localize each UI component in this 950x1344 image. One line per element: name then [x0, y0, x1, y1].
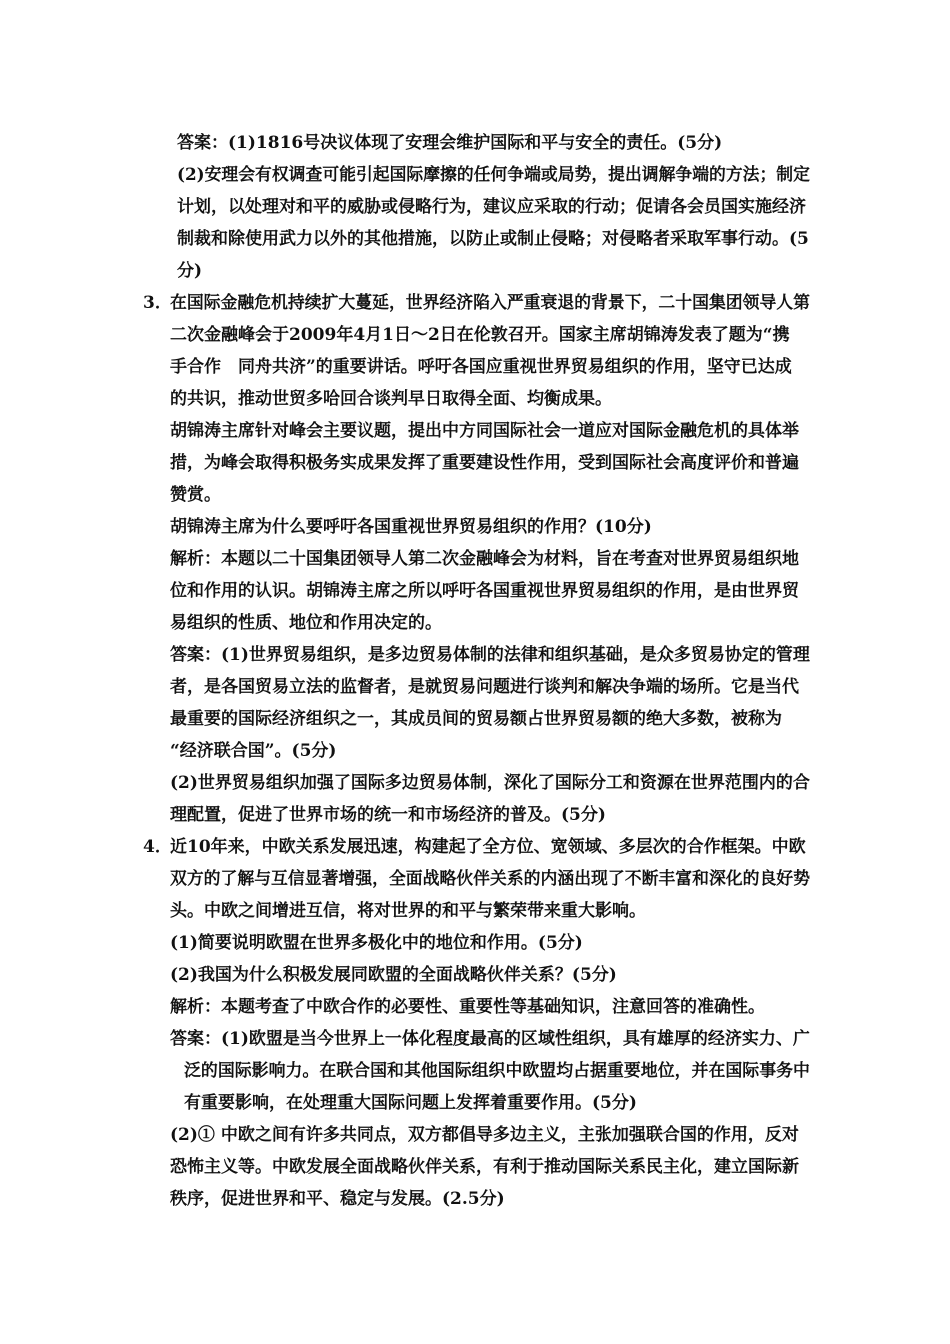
question-number: 4．	[143, 837, 172, 857]
text-line: 解析：本题考查了中欧合作的必要性、重要性等基础知识，注意回答的准确性。	[170, 997, 765, 1017]
text-line: 双方的了解与互信显著增强，全面战略伙伴关系的内涵出现了不断丰富和深化的良好势	[170, 869, 810, 889]
text-line: 易组织的性质、地位和作用决定的。	[170, 613, 442, 633]
text-line: 近10年来，中欧关系发展迅速，构建起了全方位、宽领域、多层次的合作框架。中欧	[170, 837, 806, 857]
text-line: (2)我国为什么积极发展同欧盟的全面战略伙伴关系？(5分)	[170, 965, 617, 985]
text-line: 制裁和除使用武力以外的其他措施，以防止或制止侵略；对侵略者采取军事行动。(5	[177, 229, 809, 249]
text-line: 在国际金融危机持续扩大蔓延，世界经济陷入严重衰退的背景下，二十国集团领导人第	[170, 293, 810, 313]
text-line: 二次金融峰会于2009年4月1日～2日在伦敦召开。国家主席胡锦涛发表了题为“携	[170, 325, 790, 345]
text-line: (2)① 中欧之间有许多共同点，双方都倡导多边主义，主张加强联合国的作用，反对	[170, 1125, 799, 1145]
text-line: 最重要的国际经济组织之一，其成员间的贸易额占世界贸易额的绝大多数，被称为	[170, 709, 782, 729]
text-line: 胡锦涛主席针对峰会主要议题，提出中方同国际社会一道应对国际金融危机的具体举	[170, 421, 799, 441]
text-line: 赞赏。	[170, 485, 221, 505]
text-line: “经济联合国”。(5分)	[170, 741, 337, 761]
text-line: 有重要影响，在处理重大国际问题上发挥着重要作用。(5分)	[184, 1093, 637, 1113]
text-line: 胡锦涛主席为什么要呼吁各国重视世界贸易组织的作用？(10分)	[170, 517, 652, 537]
text-line: 措，为峰会取得积极务实成果发挥了重要建设性作用，受到国际社会高度评价和普遍	[170, 453, 799, 473]
text-line: 手合作 同舟共济”的重要讲话。呼吁各国应重视世界贸易组织的作用，坚守已达成	[170, 357, 792, 377]
text-line: 答案：(1)欧盟是当今世界上一体化程度最高的区域性组织，具有雄厚的经济实力、广	[170, 1029, 810, 1049]
text-line: 的共识，推动世贸多哈回合谈判早日取得全面、均衡成果。	[170, 389, 612, 409]
text-line: 者，是各国贸易立法的监督者，是就贸易问题进行谈判和解决争端的场所。它是当代	[170, 677, 799, 697]
text-line: 答案：(1)1816号决议体现了安理会维护国际和平与安全的责任。(5分)	[177, 133, 723, 153]
text-line: 位和作用的认识。胡锦涛主席之所以呼吁各国重视世界贸易组织的作用，是由世界贸	[170, 581, 799, 601]
text-line: (1)简要说明欧盟在世界多极化中的地位和作用。(5分)	[170, 933, 583, 953]
text-line: (2)世界贸易组织加强了国际多边贸易体制，深化了国际分工和资源在世界范围内的合	[170, 773, 810, 793]
text-line: (2)安理会有权调查可能引起国际摩擦的任何争端或局势，提出调解争端的方法；制定	[177, 165, 810, 185]
text-line: 恐怖主义等。中欧发展全面战略伙伴关系，有利于推动国际关系民主化，建立国际新	[170, 1157, 799, 1177]
text-line: 答案：(1)世界贸易组织，是多边贸易体制的法律和组织基础，是众多贸易协定的管理	[170, 645, 810, 665]
text-line: 计划，以处理对和平的威胁或侵略行为，建议应采取的行动；促请各会员国实施经济	[177, 197, 806, 217]
text-line: 解析：本题以二十国集团领导人第二次金融峰会为材料，旨在考查对世界贸易组织地	[170, 549, 799, 569]
text-line: 理配置，促进了世界市场的统一和市场经济的普及。(5分)	[170, 805, 606, 825]
question-number: 3．	[143, 293, 172, 313]
text-line: 头。中欧之间增进互信，将对世界的和平与繁荣带来重大影响。	[170, 901, 646, 921]
text-line: 分)	[177, 261, 203, 281]
text-line: 泛的国际影响力。在联合国和其他国际组织中欧盟均占据重要地位，并在国际事务中	[184, 1061, 810, 1081]
text-line: 秩序，促进世界和平、稳定与发展。(2.5分)	[170, 1189, 505, 1209]
